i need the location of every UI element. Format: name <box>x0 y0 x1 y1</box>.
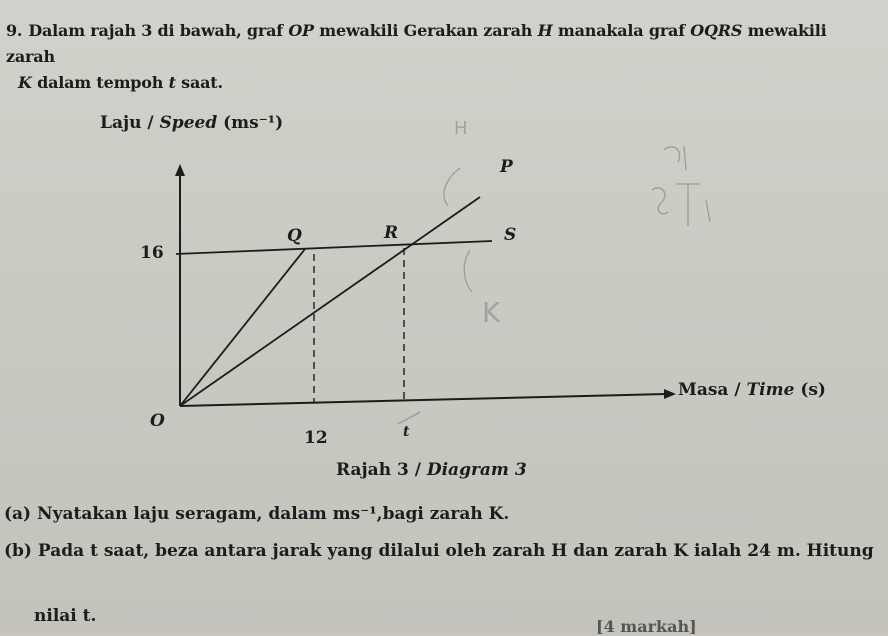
y-tick-16-label: 16 <box>140 243 164 263</box>
stem-text-2: mewakili Gerakan zarah <box>319 21 533 40</box>
pencil-scribble-right <box>652 146 710 226</box>
x-axis-label <box>678 380 826 400</box>
marks-label: [4 markah] <box>596 617 697 636</box>
part-b-text-1: Pada t saat, beza antara jarak yang dilalui oleh zarah H dan zarah K ialah 24 m. Hitung <box>37 541 874 561</box>
graph-op-label: OP <box>288 21 314 40</box>
particle-k-label: K <box>18 73 32 92</box>
caption-en: Diagram 3 <box>426 460 527 480</box>
part-a-text: Nyatakan laju seragam, dalam ms⁻¹,bagi zarah K. <box>37 504 510 524</box>
y-axis-label-en: Speed <box>159 113 218 133</box>
point-p-label: P <box>500 157 513 177</box>
y-axis-arrow-icon <box>175 164 185 176</box>
graph-oqrs-label: OQRS <box>690 21 743 40</box>
y-axis-unit: (ms⁻¹) <box>223 113 284 133</box>
x-axis <box>180 394 666 406</box>
stem-text-5: dalam tempoh <box>37 73 164 92</box>
diagram-caption <box>336 460 527 480</box>
origin-label: O <box>150 411 165 431</box>
pencil-h-note: H <box>454 118 468 139</box>
caption-ms: Rajah 3 / <box>336 460 427 480</box>
graph-oq-line <box>180 249 305 406</box>
point-q-label: Q <box>287 226 302 246</box>
particle-h-label: H <box>537 21 553 40</box>
time-t-label: t <box>168 73 176 92</box>
stem-text-1: Dalam rajah 3 di bawah, graf <box>28 21 283 40</box>
point-s-label: S <box>504 225 517 245</box>
stem-text-3: manakala graf <box>557 21 685 40</box>
graph-qs-line <box>176 241 492 254</box>
y-axis-label-ms: Laju / <box>100 113 160 133</box>
y-axis-label <box>100 113 283 133</box>
pencil-k-note: K <box>482 296 501 329</box>
x-tick-12-label: 12 <box>304 428 328 448</box>
x-tick-t-label: t <box>403 424 410 440</box>
stem-text-4: mewakili zarah <box>6 21 827 66</box>
pencil-tick <box>398 412 420 424</box>
pencil-bracket-bottom <box>464 250 472 292</box>
part-a-label: (a) <box>4 504 32 524</box>
part-a <box>4 504 509 524</box>
stem-text-6: saat. <box>181 73 223 92</box>
graph-op-line <box>180 197 480 406</box>
part-b <box>4 541 874 561</box>
x-axis-label-ms: Masa / <box>678 380 747 400</box>
x-axis-unit: (s) <box>800 380 826 400</box>
x-axis-label-en: Time <box>746 380 795 400</box>
pencil-bracket-top <box>444 168 460 206</box>
part-b-text-2: nilai t. <box>34 606 97 626</box>
part-b-label: (b) <box>4 541 32 561</box>
point-r-label: R <box>384 223 399 243</box>
question-number: 9. <box>6 21 23 40</box>
x-axis-arrow-icon <box>664 389 676 399</box>
